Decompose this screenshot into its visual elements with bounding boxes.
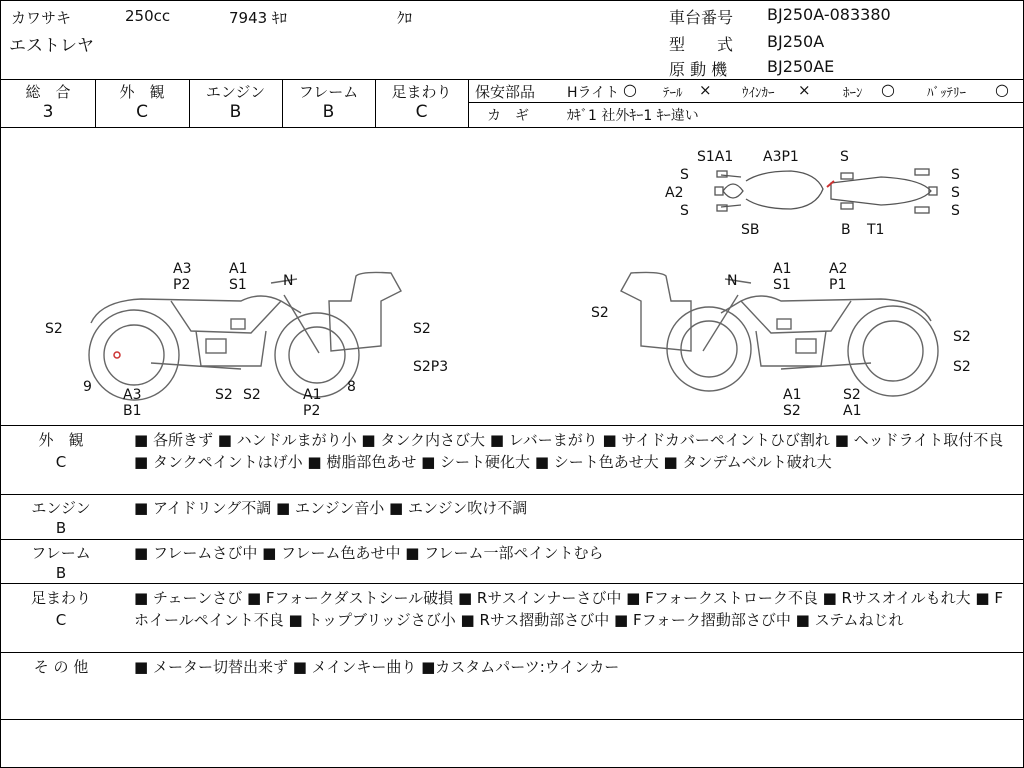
grade-frame-value: B [322, 102, 335, 122]
left-side-labels [45, 261, 448, 419]
diagram-label: B [841, 222, 851, 238]
right-side-labels [591, 261, 971, 419]
diagram-label: A1 [229, 261, 248, 277]
divider [1, 79, 1024, 80]
grade-frame-label: フレーム [298, 83, 359, 101]
diagram-label: S [840, 149, 849, 165]
diagram-label: S2 [413, 321, 431, 337]
type-label: 型 式 [669, 35, 734, 54]
diagram-label: A3P1 [763, 149, 799, 165]
diagram-label: A2 [665, 185, 684, 201]
horn-label: ﾎｰﾝ [843, 86, 863, 101]
diagram-label: S2 [591, 305, 609, 321]
section-engine-grade: B [55, 519, 67, 537]
horn-ok-mark: ○ [881, 80, 895, 99]
diagram-label: S2P3 [413, 359, 449, 375]
divider [1, 494, 1024, 495]
section-suspension-label: 足まわり [30, 589, 91, 607]
divider [468, 79, 469, 127]
grade-exterior-label: 外 観 [119, 83, 165, 101]
damage-mark [114, 352, 120, 358]
safety-label: 保安部品 [475, 83, 536, 101]
diagram-label: P1 [829, 277, 847, 293]
diagram-label: A3 [173, 261, 192, 277]
diagram-label: P2 [303, 403, 321, 419]
section-exterior-grade: C [55, 453, 67, 471]
grade-total-label: 総 合 [25, 83, 71, 101]
diagram-label: S [680, 167, 689, 183]
diagram-label: S2 [243, 387, 261, 403]
winker-ng-mark: × [798, 81, 811, 99]
divider [1, 425, 1024, 426]
winker-label: ｳｲﾝｶｰ [742, 86, 775, 101]
headlight-ok-mark: ○ [623, 80, 637, 99]
grade-suspension-value: C [415, 102, 428, 122]
section-exterior-text: ■ 各所きず ■ ハンドルまがり小 ■ タンク内さび大 ■ レバーまがり ■ サイドカバーペイントひび割れ ■ ヘッドライト取付不良 ■ タンクペイントはげ小 ■ 樹脂部色あせ ■ シート硬化大 ■ シート色あせ大 ■ タンデムベルト破れ大 [134, 431, 1004, 471]
tail-ng-mark: × [699, 81, 712, 99]
grade-engine-value: B [229, 102, 242, 122]
diagram-label: S2 [953, 359, 971, 375]
diagram-label: S1 [229, 277, 247, 293]
key-label: カ ギ [487, 108, 529, 124]
diagram-label: S1A1 [697, 149, 734, 165]
model-name: エストレヤ [9, 36, 94, 56]
diagram-label: B1 [123, 403, 142, 419]
key-value: ｶｷﾞ1 社外ｷｰ1 ｷｰ違い [567, 108, 699, 124]
damage-diagram [1, 128, 1023, 426]
battery-label: ﾊﾞｯﾃﾘｰ [927, 86, 966, 101]
frame-no-label: 車台番号 [669, 8, 734, 27]
diagram-label: A2 [829, 261, 848, 277]
diagram-label: A1 [303, 387, 322, 403]
grade-suspension-label: 足まわり [391, 83, 452, 101]
section-frame-text: ■ フレームさび中 ■ フレーム色あせ中 ■ フレーム一部ペイントむら [134, 544, 604, 562]
section-suspension-text: ■ チェーンさび ■ Fフォークダストシール破損 ■ Rサスインナーさび中 ■ Fフォークストローク不良 ■ Rサスオイルもれ大 ■ Fホイールペイント不良 ■ トップブリッジさび小 ■ Rサス摺動部さび中 ■ Fフォーク摺動部さび中 ■ ステムねじれ [134, 589, 1003, 629]
diagram-label: S1 [773, 277, 791, 293]
diagram-label: S2 [783, 403, 801, 419]
grade-total-value: 3 [42, 102, 54, 122]
battery-ok-mark: ○ [995, 80, 1009, 99]
section-engine-text: ■ アイドリング不調 ■ エンジン音小 ■ エンジン吹け不調 [134, 499, 528, 517]
section-exterior-label: 外 観 [38, 431, 84, 449]
diagram-label: A3 [123, 387, 142, 403]
diagram-label: P2 [173, 277, 191, 293]
divider [468, 102, 1024, 103]
frame-no-value: BJ250A-083380 [767, 5, 891, 24]
diagram-label: S [951, 185, 960, 201]
section-frame-label: フレーム [31, 544, 91, 562]
diagram-label: T1 [867, 222, 885, 238]
top-view-bike [715, 169, 937, 213]
section-other-text: ■ メーター切替出来ず ■ メインキー曲り ■カスタムパーツ:ウインカー [134, 658, 620, 676]
divider [1, 719, 1024, 720]
diagram-label: N [727, 273, 738, 289]
type-value: BJ250A [767, 32, 825, 51]
diagram-label: S2 [45, 321, 63, 337]
engine-label: 原 動 機 [669, 60, 728, 79]
divider [1, 539, 1024, 540]
diagram-label: A1 [773, 261, 792, 277]
divider [1, 652, 1024, 653]
tail-label: ﾃｰﾙ [663, 86, 683, 101]
divider [1, 583, 1024, 584]
diagram-label: 9 [83, 379, 92, 395]
headlight-label: Hライト [567, 85, 620, 101]
grade-exterior-value: C [136, 102, 148, 122]
maker: カワサキ [11, 9, 72, 27]
diagram-label: A1 [783, 387, 802, 403]
section-other-label: そ の 他 [33, 658, 89, 676]
diagram-label: S2 [953, 329, 971, 345]
top-view-labels [665, 149, 960, 238]
section-suspension-grade: C [55, 611, 67, 629]
diagram-label: 8 [347, 379, 356, 395]
diagram-label: S2 [843, 387, 861, 403]
diagram-label: SB [741, 222, 760, 238]
diagram-label: S [680, 203, 689, 219]
engine-value: BJ250AE [767, 57, 835, 76]
diagram-label: N [283, 273, 294, 289]
diagram-label: S [951, 167, 960, 183]
grade-engine-label: エンジン [205, 83, 266, 101]
diagram-label: S [951, 203, 960, 219]
color: ｸﾛ [397, 9, 413, 27]
diagram-label: A1 [843, 403, 862, 419]
mileage: 7943 ｷﾛ [229, 9, 287, 27]
section-engine-label: エンジン [31, 499, 91, 517]
section-frame-grade: B [55, 564, 67, 582]
displacement: 250cc [125, 7, 171, 25]
diagram-label: S2 [215, 387, 233, 403]
